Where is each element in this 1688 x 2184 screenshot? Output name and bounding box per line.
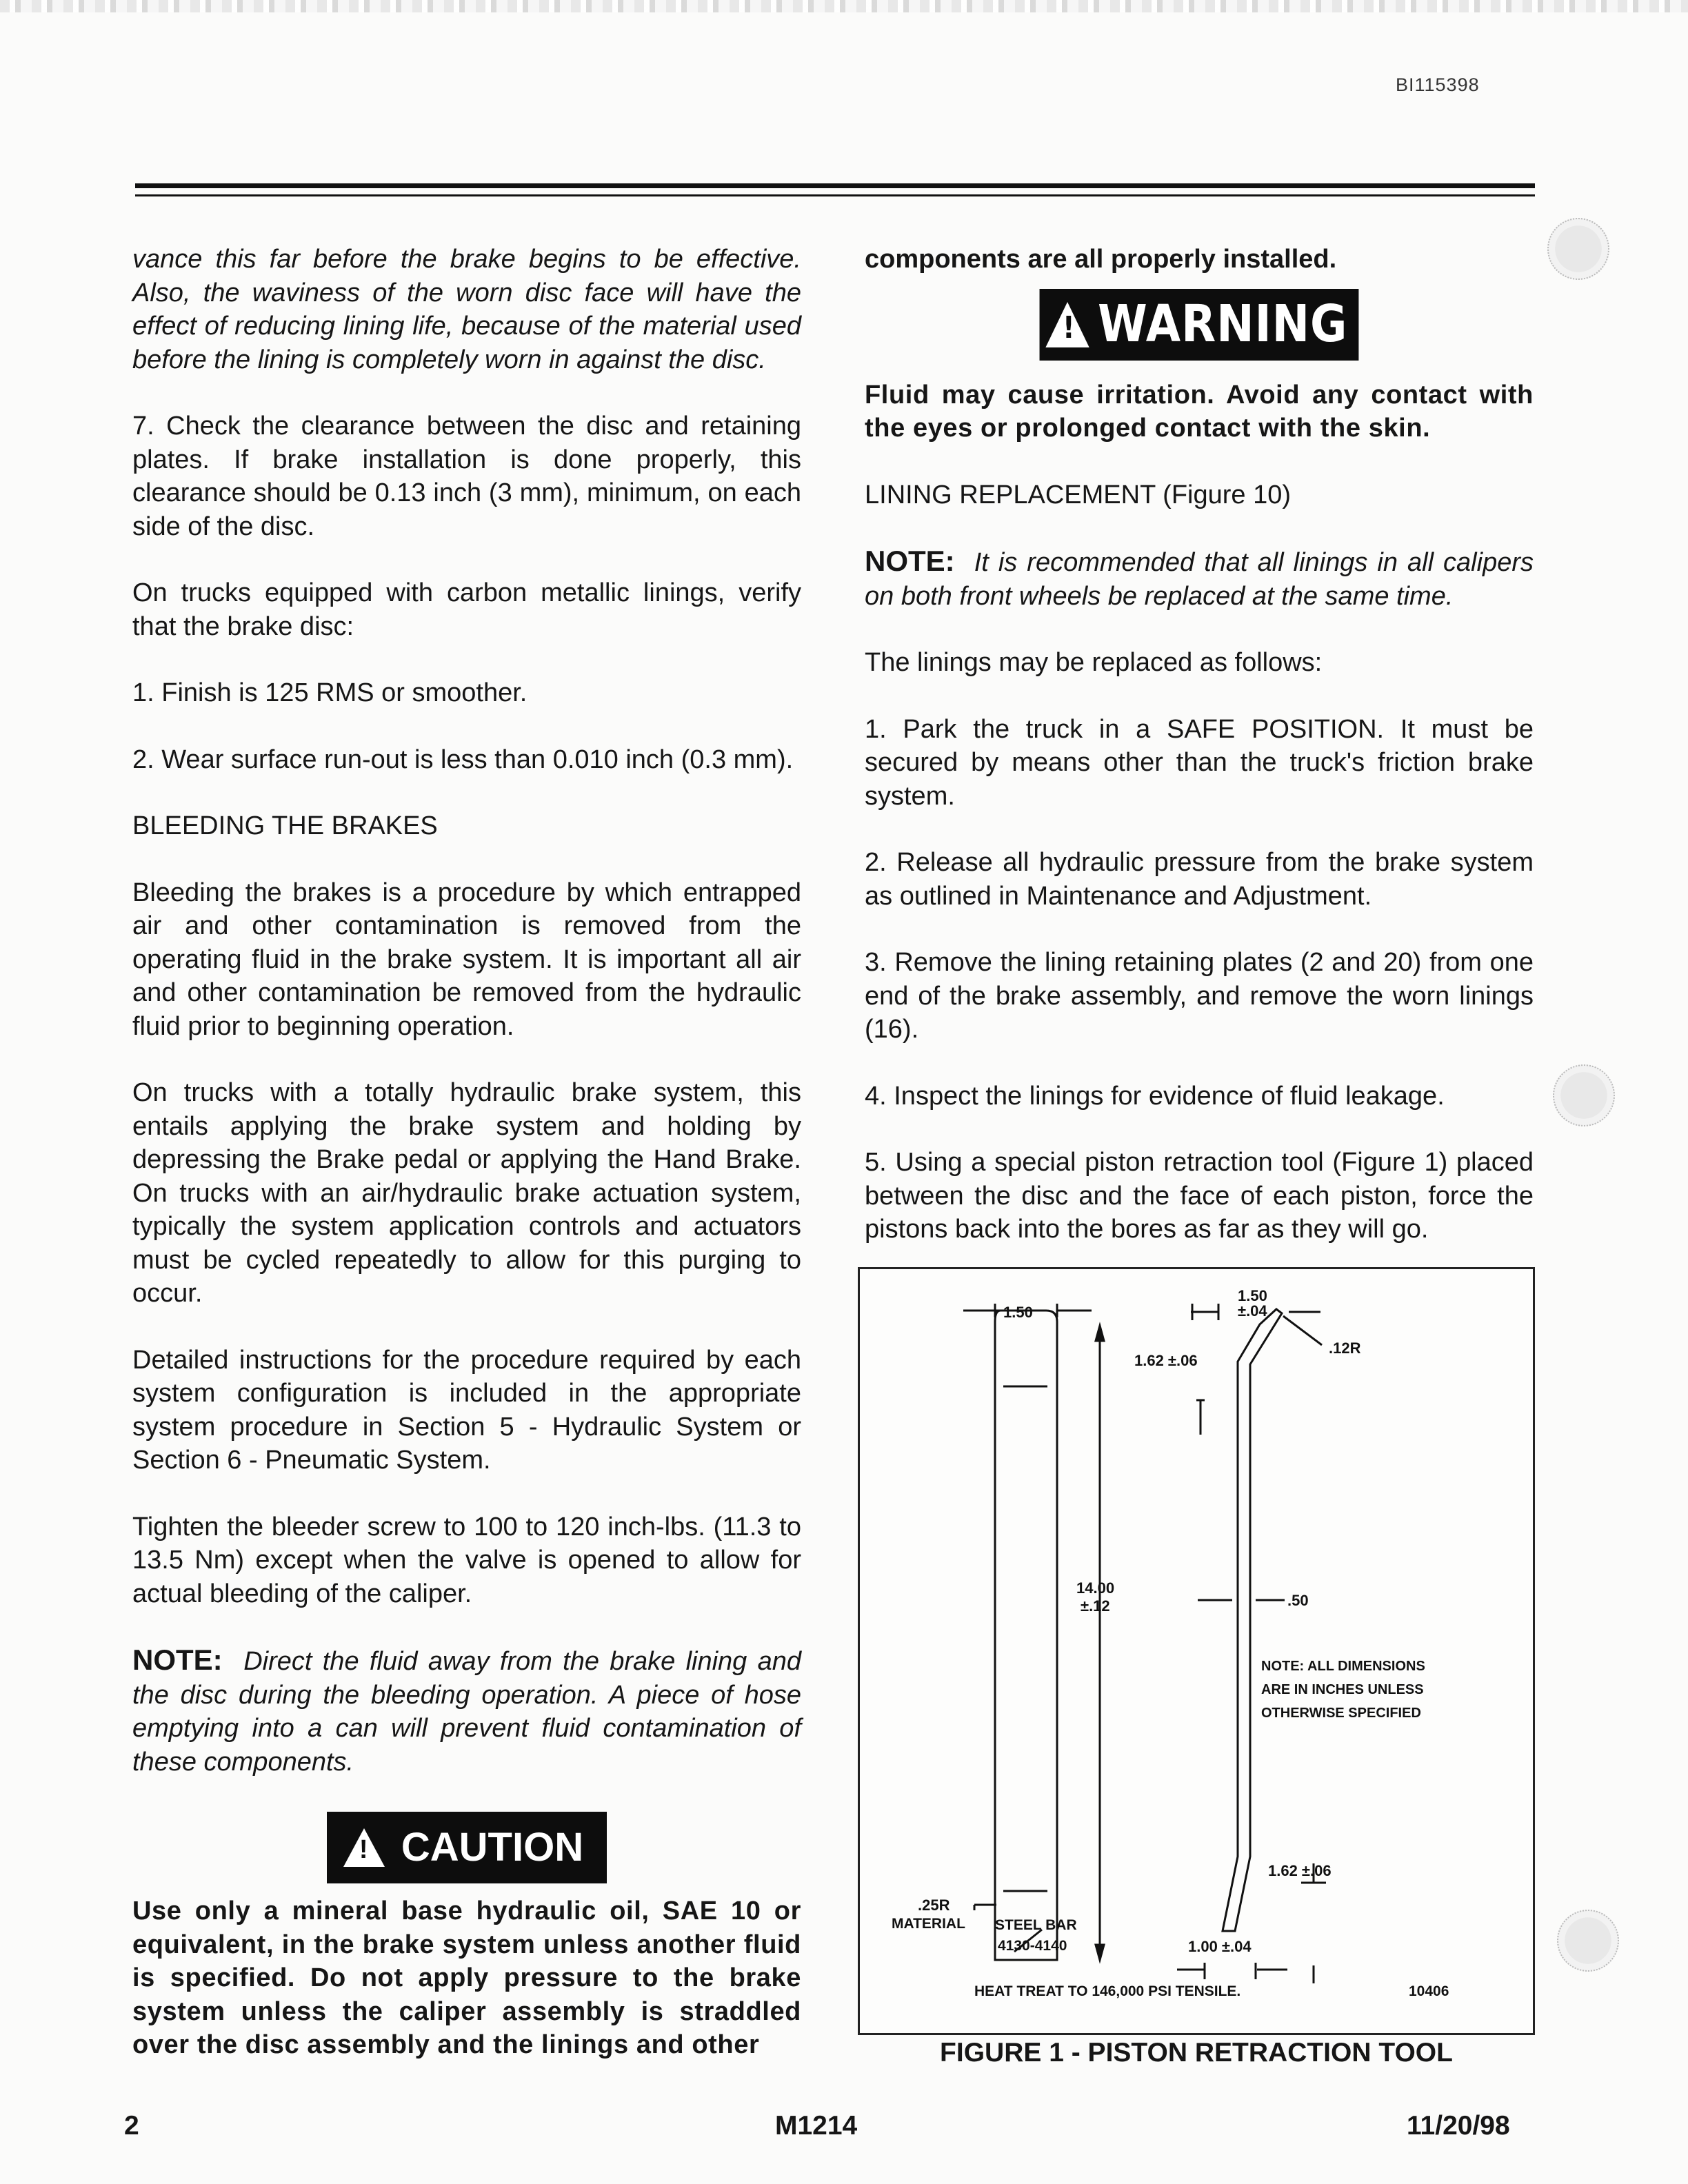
dim-bottom: 1.00 ±.04 (1188, 1938, 1252, 1955)
dim-top-a: 1.50 (1238, 1287, 1267, 1304)
dim-top-b: ±.04 (1238, 1302, 1267, 1320)
paragraph-bleeder-torque: Tighten the bleeder screw to 100 to 120 inch-lbs. (11.3 to 13.5 Nm) except when the valve is opened to allow for actual bleeding of the caliper. (132, 1512, 801, 1608)
step-4: 4. Inspect the linings for evidence of fluid leakage. (865, 1081, 1445, 1111)
header-rule-thick (135, 183, 1535, 188)
punch-hole (1557, 1910, 1619, 1972)
material-grade: 4130-4140 (998, 1938, 1067, 1954)
dim-radius-top: .12R (1329, 1339, 1361, 1357)
material-value: STEEL BAR (995, 1917, 1077, 1933)
figure-caption: FIGURE 1 - PISTON RETRACTION TOOL (940, 2038, 1453, 2067)
dim-thickness: .50 (1287, 1592, 1309, 1609)
page-number: 2 (124, 2111, 139, 2141)
caution-text-continued: components are all properly installed. (865, 245, 1337, 274)
bar-outline (995, 1311, 1057, 1960)
warning-label: WARNING (1098, 294, 1348, 354)
paragraph-continued: vance this far before the brake begins to be effective. Also, the waviness of the worn disc face will have the effect of reducing lining life, because of the material used before the lining is completely worn in against the disc. (132, 245, 801, 374)
warning-text: Fluid may cause irritation. Avoid any contact with the eyes or prolonged contact with the skin. (865, 380, 1534, 443)
note-bleeding (132, 1644, 801, 1779)
heading-lining-replacement: LINING REPLACEMENT (Figure 10) (865, 480, 1292, 509)
step-5: 5. Using a special piston retraction tool (Figure 1) placed between the disc and the face of each piston, force the pistons back into the bores as far as they will go. (865, 1148, 1534, 1244)
step-1: 1. Park the truck in a SAFE POSITION. It must be secured by means other than the truck's friction brake system. (865, 714, 1534, 811)
scan-artifact-strip (0, 0, 1688, 12)
note-label: NOTE: (865, 545, 955, 577)
header-rule-thin (135, 194, 1535, 196)
caution-text: Use only a mineral base hydraulic oil, SAE 10 or equivalent, in the brake system unless another fluid is specified. Do not apply pressure to the brake system unless the caliper assembly is straddled over the disc assembly and the linings and other (132, 1897, 801, 2059)
warning-triangle-icon (343, 1828, 385, 1867)
heading-bleeding: BLEEDING THE BRAKES (132, 811, 438, 840)
revision-date: 11/20/98 (1407, 2111, 1510, 2141)
paragraph-replaced-as-follows: The linings may be replaced as follows: (865, 648, 1323, 677)
dim-bend-top: 1.62 ±.06 (1134, 1352, 1198, 1369)
note-linings (865, 545, 1534, 613)
dim-length: 14.00 (1076, 1579, 1115, 1597)
dim-bend-bottom: 1.62 ±.06 (1268, 1862, 1332, 1879)
paragraph-carbon-linings: On trucks equipped with carbon metallic linings, verify that the brake disc: (132, 578, 801, 641)
figure-number: 10406 (1409, 1983, 1449, 1999)
warning-banner (865, 289, 1534, 361)
paragraph-detailed-instructions: Detailed instructions for the procedure required by each system configuration is included in the appropriate system procedure in Section 5 - Hydraulic System or Section 6 - Pneumatic System. (132, 1345, 801, 1475)
note-label: NOTE: (132, 1644, 223, 1676)
note-text: It is recommended that all linings in all calipers on both front wheels be replaced at the same time. (865, 548, 1534, 611)
warning-triangle-icon (1045, 302, 1089, 347)
figure-note-line1: NOTE: ALL DIMENSIONS (1261, 1659, 1425, 1674)
tool-drawing (860, 1269, 1533, 2033)
step-2: 2. Release all hydraulic pressure from the brake system as outlined in Maintenance and Adjustment. (865, 848, 1534, 911)
right-column (865, 243, 1534, 1280)
caution-label: CAUTION (401, 1824, 584, 1870)
punch-hole (1547, 218, 1609, 280)
document-id: BI115398 (1396, 74, 1480, 95)
list-item-runout: 2. Wear surface run-out is less than 0.010 inch (0.3 mm). (132, 745, 794, 774)
punch-hole (1553, 1064, 1615, 1126)
figure-note-line3: OTHERWISE SPECIFIED (1261, 1706, 1421, 1721)
note-text: Direct the fluid away from the brake lining and the disc during the bleeding operation. A piece of hose emptying into a can will prevent fluid contamination of these components. (132, 1647, 801, 1777)
material-label: MATERIAL (892, 1916, 965, 1932)
dim-radius-bottom: .25R (918, 1897, 950, 1914)
paragraph-bleeding-definition: Bleeding the brakes is a procedure by which entrapped air and other contamination is removed from the operating fluid in the brake system. It is important all air and other contamination be removed from the hydraulic fluid prior to beginning operation. (132, 878, 801, 1041)
step-3: 3. Remove the lining retaining plates (2 and 20) from one end of the brake assembly, and remove the worn linings (16). (865, 948, 1534, 1044)
paragraph-bleeding-systems: On trucks with a totally hydraulic brake system, this entails applying the brake system and holding by depressing the Brake pedal or applying the Hand Brake. On trucks with an air/hydraulic brake actuation system, typically the system application controls and actuators must be cycled repeatedly to allow for this purging to occur. (132, 1078, 801, 1308)
heat-treat-note: HEAT TREAT TO 146,000 PSI TENSILE. (974, 1983, 1241, 1999)
manual-number: M1214 (775, 2111, 858, 2141)
figure-note-line2: ARE IN INCHES UNLESS (1261, 1682, 1424, 1697)
figure-piston-retraction-tool (858, 1267, 1535, 2035)
paragraph-step-7: 7. Check the clearance between the disc and retaining plates. If brake installation is done properly, this clearance should be 0.13 inch (3 mm), minimum, on each side of the disc. (132, 412, 801, 541)
dim-width: 1.50 (1003, 1304, 1033, 1321)
dim-length-tol: ±.12 (1081, 1597, 1110, 1615)
left-column (132, 243, 801, 2095)
list-item-finish: 1. Finish is 125 RMS or smoother. (132, 678, 528, 707)
caution-banner (132, 1812, 801, 1883)
